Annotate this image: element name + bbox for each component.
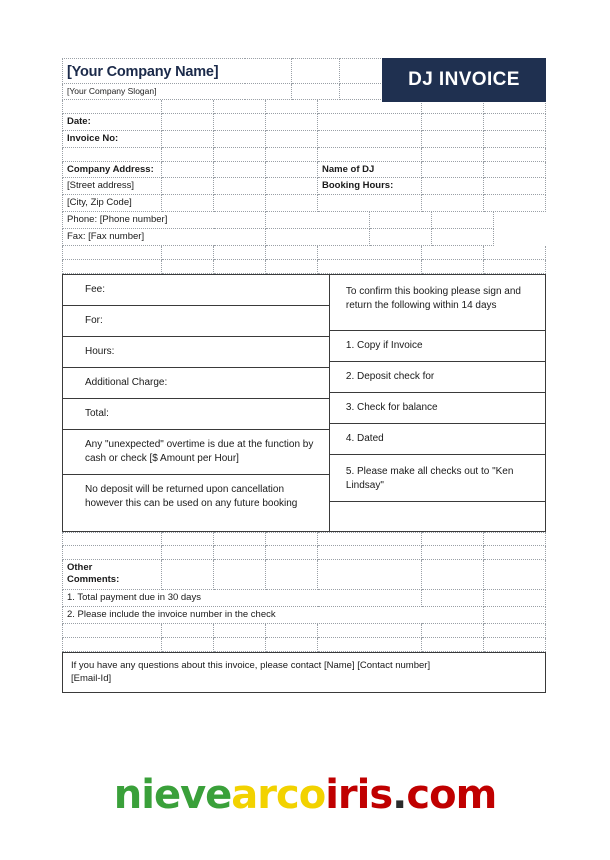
- comment-row-2: [62, 607, 546, 624]
- spacer-row-8: [62, 638, 546, 652]
- invoice-no-label: Invoice No:: [62, 131, 162, 148]
- company-slogan: [Your Company Slogan]: [62, 84, 245, 100]
- watermark-tld: com: [406, 772, 497, 818]
- other-cell-5: [318, 560, 422, 590]
- address-cell-25: [432, 229, 494, 246]
- spacer-cell-49: [484, 624, 546, 638]
- spacer-cell-20: [422, 246, 484, 260]
- spacer-cell-31: [214, 532, 266, 546]
- date-cell-6: [422, 114, 484, 131]
- invoice-cell-7: [484, 131, 546, 148]
- street-address[interactable]: [Street address]: [62, 178, 162, 195]
- comment-cell-2: [422, 590, 484, 607]
- address-cell-13: [214, 195, 266, 212]
- spacer-cell-19: [318, 246, 422, 260]
- spacer-row-5: [62, 532, 546, 546]
- address-cell-12: [162, 195, 214, 212]
- spacer-cell-28: [484, 260, 546, 274]
- spacer-cell-40: [318, 546, 422, 560]
- comment-2[interactable]: 2. Please include the invoice number in the check: [62, 607, 422, 624]
- spacer-cell-32: [266, 532, 318, 546]
- spacer-cell-39: [266, 546, 318, 560]
- watermark: [0, 772, 610, 818]
- fax-number[interactable]: Fax: [Fax number]: [62, 229, 214, 246]
- comment-cell-5: [484, 607, 546, 624]
- spacer-cell-54: [318, 638, 422, 652]
- header-cell-6: [245, 84, 292, 100]
- confirm-item-3[interactable]: 3. Check for balance: [330, 393, 545, 424]
- spacer-cell-56: [484, 638, 546, 652]
- address-cell-24: [370, 229, 432, 246]
- date-value[interactable]: [162, 114, 214, 131]
- booking-hours-value[interactable]: [422, 178, 484, 195]
- spacer-cell-8: [62, 148, 162, 162]
- overtime-note: [63, 430, 329, 475]
- spacer-cell-3: [214, 100, 266, 114]
- spacer-cell-36: [62, 546, 162, 560]
- other-cell-2: [162, 560, 214, 590]
- invoice-no-value[interactable]: [162, 131, 214, 148]
- deposit-note: [63, 475, 329, 531]
- other-cell-7: [484, 560, 546, 590]
- confirm-intro-text: To confirm this booking please sign and return the following within 14 days: [345, 285, 521, 311]
- header-cell-1: [245, 58, 292, 84]
- spacer-cell-17: [214, 246, 266, 260]
- address-cell-14: [266, 195, 318, 212]
- spacer-cell-47: [318, 624, 422, 638]
- confirm-item-1[interactable]: 1. Copy if Invoice: [330, 331, 545, 362]
- dj-name-label: Name of DJ: [318, 162, 422, 179]
- city-zip[interactable]: [City, Zip Code]: [62, 195, 162, 212]
- address-row-4: [62, 212, 546, 229]
- date-cell-3: [214, 114, 266, 131]
- other-cell-6: [422, 560, 484, 590]
- spacer-cell-2: [162, 100, 214, 114]
- watermark-dot: .: [392, 772, 407, 818]
- spacer-cell-38: [214, 546, 266, 560]
- other-comments-label: [62, 560, 162, 590]
- address-cell-8: [162, 178, 214, 195]
- spacer-cell-35: [484, 532, 546, 546]
- deposit-note-text: No deposit will be returned upon cancellation however this can be used on any future booking: [85, 483, 298, 509]
- spacer-cell-1: [62, 100, 162, 114]
- address-cell-20: [370, 212, 432, 229]
- spacer-cell-24: [214, 260, 266, 274]
- confirm-item-4[interactable]: 4. Dated: [330, 424, 545, 455]
- address-cell-15: [318, 195, 422, 212]
- overtime-note-text: Any "unexpected" overtime is due at the function by cash or check [$ Amount per Hour]: [85, 438, 314, 464]
- company-address-label: Company Address:: [62, 162, 162, 179]
- spacer-cell-14: [484, 148, 546, 162]
- spacer-cell-37: [162, 546, 214, 560]
- spacer-cell-42: [484, 546, 546, 560]
- address-cell-2: [162, 162, 214, 179]
- spacer-cell-51: [162, 638, 214, 652]
- other-comments-label-line1: Other: [67, 561, 93, 573]
- invoice-cell-4: [266, 131, 318, 148]
- other-comments-row: [62, 560, 546, 590]
- spacer-cell-16: [162, 246, 214, 260]
- spacer-cell-15: [62, 246, 162, 260]
- charge-for[interactable]: For:: [63, 306, 329, 337]
- spacer-row-4: [62, 260, 546, 274]
- confirm-item-5[interactable]: [330, 455, 545, 502]
- charge-additional[interactable]: Additional Charge:: [63, 368, 329, 399]
- spacer-cell-48: [422, 624, 484, 638]
- spacer-cell-52: [214, 638, 266, 652]
- spacer-cell-45: [214, 624, 266, 638]
- spacer-cell-30: [162, 532, 214, 546]
- spacer-cell-29: [62, 532, 162, 546]
- spacer-cell-18: [266, 246, 318, 260]
- watermark-part3: iris: [325, 772, 393, 818]
- address-cell-11: [484, 178, 546, 195]
- charges-column: [63, 275, 330, 531]
- spacer-cell-53: [266, 638, 318, 652]
- address-cell-21: [432, 212, 494, 229]
- header-cell-7: [292, 84, 339, 100]
- spacer-cell-13: [422, 148, 484, 162]
- spacer-cell-22: [62, 260, 162, 274]
- company-name: [Your Company Name]: [62, 58, 245, 84]
- address-row-1: [62, 162, 546, 179]
- spacer-cell-46: [266, 624, 318, 638]
- spacer-cell-11: [266, 148, 318, 162]
- spacer-cell-25: [266, 260, 318, 274]
- invoice-no-row: [62, 131, 546, 148]
- other-comments-label-line2: Comments:: [67, 574, 120, 586]
- phone-number[interactable]: Phone: [Phone number]: [62, 212, 214, 229]
- confirm-spacer: [330, 502, 545, 528]
- spacer-cell-10: [214, 148, 266, 162]
- spacer-row-6: [62, 546, 546, 560]
- address-row-3: [62, 195, 546, 212]
- spacer-cell-41: [422, 546, 484, 560]
- confirm-item-2[interactable]: 2. Deposit check for: [330, 362, 545, 393]
- spacer-cell-9: [162, 148, 214, 162]
- spacer-cell-21: [484, 246, 546, 260]
- spacer-cell-23: [162, 260, 214, 274]
- spacer-cell-4: [266, 100, 318, 114]
- spacer-row-3: [62, 246, 546, 260]
- spacer-cell-34: [422, 532, 484, 546]
- date-cell-7: [484, 114, 546, 131]
- spacer-cell-55: [422, 638, 484, 652]
- address-row-2: [62, 178, 546, 195]
- spacer-cell-12: [318, 148, 422, 162]
- dj-invoice-badge: DJ INVOICE: [382, 58, 546, 102]
- charge-hours[interactable]: Hours:: [63, 337, 329, 368]
- spacer-cell-43: [62, 624, 162, 638]
- spacer-cell-33: [318, 532, 422, 546]
- watermark-part2: arco: [231, 772, 326, 818]
- date-row: [62, 114, 546, 131]
- charges-block: [62, 274, 546, 532]
- contact-note: [62, 652, 546, 694]
- comment-1[interactable]: 1. Total payment due in 30 days: [62, 590, 318, 607]
- address-cell-18: [214, 212, 266, 229]
- comment-cell-4: [422, 607, 484, 624]
- address-cell-7: [484, 162, 546, 179]
- comment-row-1: [62, 590, 546, 607]
- address-cell-9: [214, 178, 266, 195]
- header-cell-2: [292, 58, 339, 84]
- invoice-sheet: [62, 58, 546, 693]
- date-cell-5: [318, 114, 422, 131]
- spacer-cell-44: [162, 624, 214, 638]
- comment-cell-3: [484, 590, 546, 607]
- address-cell-23: [266, 229, 370, 246]
- other-cell-3: [214, 560, 266, 590]
- date-label: Date:: [62, 114, 162, 131]
- address-row-5: [62, 229, 546, 246]
- address-cell-4: [266, 162, 318, 179]
- address-cell-17: [484, 195, 546, 212]
- address-cell-22: [214, 229, 266, 246]
- invoice-cell-5: [318, 131, 422, 148]
- watermark-part1: nieve: [113, 772, 232, 818]
- spacer-cell-26: [318, 260, 422, 274]
- confirmation-column: [330, 275, 545, 531]
- address-cell-16: [422, 195, 484, 212]
- address-cell-19: [266, 212, 370, 229]
- contact-line-2: [Email-Id]: [71, 673, 112, 685]
- date-cell-4: [266, 114, 318, 131]
- confirm-item-5-text: 5. Please make all checks out to "Ken Lindsay": [345, 465, 514, 491]
- booking-hours-label: Booking Hours:: [318, 178, 422, 195]
- confirm-intro: [330, 275, 545, 331]
- spacer-cell-27: [422, 260, 484, 274]
- spacer-row-2: [62, 148, 546, 162]
- other-cell-4: [266, 560, 318, 590]
- address-cell-10: [266, 178, 318, 195]
- address-cell-3: [214, 162, 266, 179]
- invoice-cell-3: [214, 131, 266, 148]
- charge-total[interactable]: Total:: [63, 399, 329, 430]
- address-cell-6[interactable]: [422, 162, 484, 179]
- comment-cell-1: [318, 590, 422, 607]
- invoice-cell-6: [422, 131, 484, 148]
- spacer-cell-50: [62, 638, 162, 652]
- charge-fee[interactable]: Fee:: [63, 275, 329, 306]
- contact-line-1: If you have any questions about this invoice, please contact [Name] [Contact number]: [71, 659, 431, 671]
- spacer-row-7: [62, 624, 546, 638]
